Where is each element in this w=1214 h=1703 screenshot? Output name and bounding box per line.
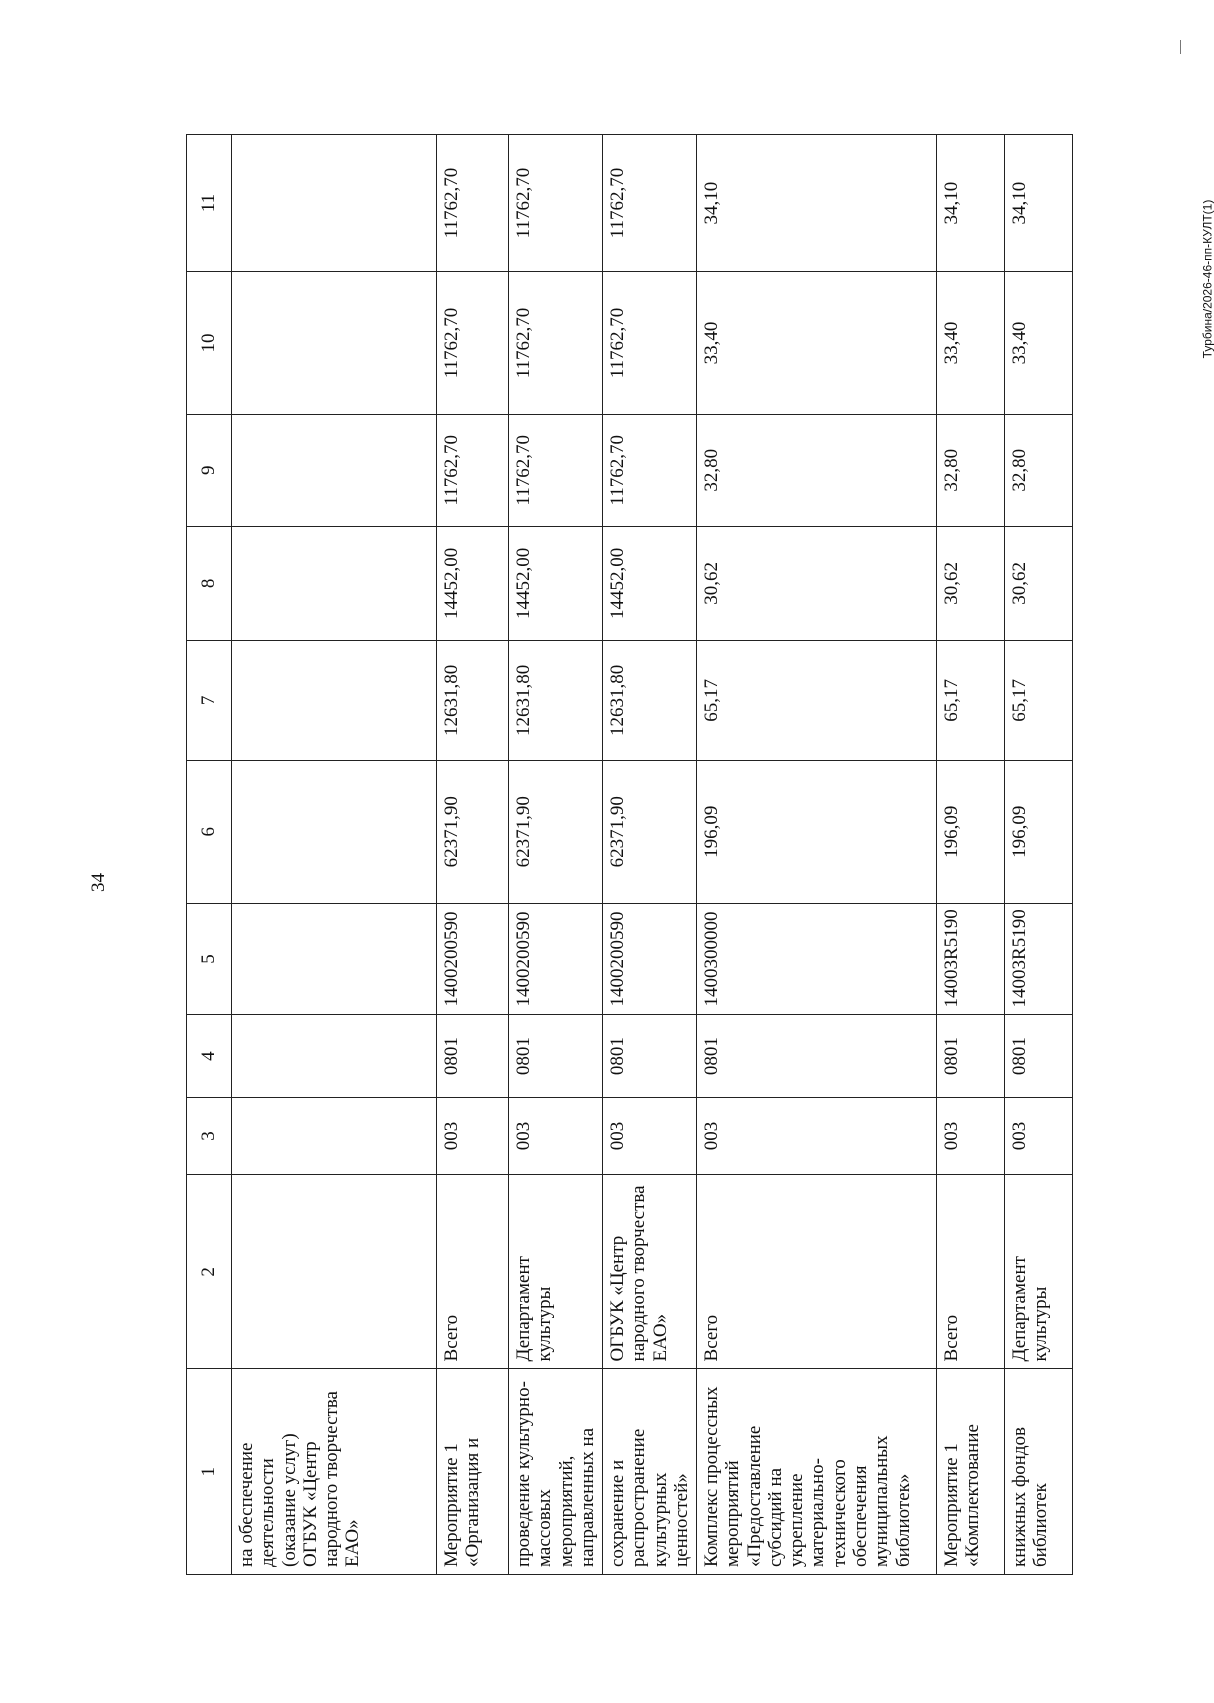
cell-year: 11762,70 — [437, 272, 509, 415]
cell-year — [232, 135, 437, 272]
header-cell: 4 — [187, 1015, 232, 1097]
cell-executor: Всего — [697, 1175, 937, 1369]
cell-target-article: 1400200590 — [437, 903, 509, 1015]
cell-target-article — [232, 903, 437, 1015]
table-row — [509, 135, 603, 1575]
cell-year: 32,80 — [937, 414, 1005, 526]
header-cell: 3 — [187, 1097, 232, 1175]
cell-section: 0801 — [509, 1015, 603, 1097]
cell-executor: Всего — [937, 1175, 1005, 1369]
cell-year: 14452,00 — [603, 526, 697, 640]
cell-year: 30,62 — [937, 526, 1005, 640]
cell-year: 65,17 — [1005, 640, 1073, 760]
cell-executor: Департамент культуры — [509, 1175, 603, 1369]
cell-year: 33,40 — [937, 272, 1005, 415]
header-cell: 9 — [187, 414, 232, 526]
cell-year: 34,10 — [1005, 135, 1073, 272]
header-cell: 8 — [187, 526, 232, 640]
cell-grbs: 003 — [603, 1097, 697, 1175]
cell-year: 14452,00 — [509, 526, 603, 640]
cell-year — [232, 414, 437, 526]
table-row — [937, 135, 1005, 1575]
cell-total: 62371,90 — [603, 760, 697, 903]
cell-year — [232, 640, 437, 760]
cell-event-name: Комплекс процессных мероприятий «Предоставление субсидий на укрепление материально-технического обеспечения муниципальных библиотек» — [697, 1369, 937, 1575]
cell-year: 11762,70 — [603, 414, 697, 526]
cell-section: 0801 — [937, 1015, 1005, 1097]
cell-section: 0801 — [437, 1015, 509, 1097]
header-cell: 1 — [187, 1369, 232, 1575]
header-cell: 5 — [187, 903, 232, 1015]
cell-event-name: книжных фондов библиотек — [1005, 1369, 1073, 1575]
cell-year: 34,10 — [697, 135, 937, 272]
cell-year: 12631,80 — [437, 640, 509, 760]
cell-executor: Всего — [437, 1175, 509, 1369]
cell-year — [232, 526, 437, 640]
header-row — [187, 135, 232, 1575]
cell-target-article: 1400200590 — [603, 903, 697, 1015]
cell-total: 62371,90 — [437, 760, 509, 903]
table-row — [697, 135, 937, 1575]
cell-grbs: 003 — [697, 1097, 937, 1175]
budget-table — [186, 134, 1073, 1575]
cell-year: 34,10 — [937, 135, 1005, 272]
table-row — [603, 135, 697, 1575]
cell-year: 33,40 — [1005, 272, 1073, 415]
cell-grbs: 003 — [509, 1097, 603, 1175]
table-row — [437, 135, 509, 1575]
cell-target-article: 1400300000 — [697, 903, 937, 1015]
cell-executor: ОГБУК «Центр народного творчества ЕАО» — [603, 1175, 697, 1369]
cell-executor: Департамент культуры — [1005, 1175, 1073, 1369]
footer-document-code: Турбина/2026-46-пп-КУЛТ(1) — [1200, 199, 1214, 359]
cell-target-article: 14003R5190 — [1005, 903, 1073, 1015]
cell-target-article: 14003R5190 — [937, 903, 1005, 1015]
cell-event-name: Мероприятие 1 «Организация и — [437, 1369, 509, 1575]
cell-year: 12631,80 — [603, 640, 697, 760]
cell-total: 62371,90 — [509, 760, 603, 903]
cell-event-name: на обеспечение деятельности (оказание услуг) ОГБУК «Центр народного творчества ЕАО» — [232, 1369, 437, 1575]
table-row — [1005, 135, 1073, 1575]
cell-year: 11762,70 — [509, 414, 603, 526]
cell-year: 11762,70 — [509, 135, 603, 272]
table-row — [232, 135, 437, 1575]
cell-year: 11762,70 — [603, 135, 697, 272]
cell-section: 0801 — [697, 1015, 937, 1097]
cell-event-name: Мероприятие 1 «Комплектование — [937, 1369, 1005, 1575]
cell-executor — [232, 1175, 437, 1369]
cell-total: 196,09 — [937, 760, 1005, 903]
cell-grbs: 003 — [937, 1097, 1005, 1175]
cell-year: 33,40 — [697, 272, 937, 415]
header-cell: 7 — [187, 640, 232, 760]
cell-total — [232, 760, 437, 903]
header-cell: 10 — [187, 272, 232, 415]
cell-year: 11762,70 — [437, 135, 509, 272]
scan-mark — [1180, 40, 1181, 54]
cell-section: 0801 — [603, 1015, 697, 1097]
cell-event-name: проведение культурно-массовых мероприятий, направленных на — [509, 1369, 603, 1575]
cell-year: 11762,70 — [437, 414, 509, 526]
cell-year: 11762,70 — [603, 272, 697, 415]
cell-year: 14452,00 — [437, 526, 509, 640]
cell-grbs — [232, 1097, 437, 1175]
header-cell: 2 — [187, 1175, 232, 1369]
cell-section — [232, 1015, 437, 1097]
header-cell: 11 — [187, 135, 232, 272]
cell-total: 196,09 — [697, 760, 937, 903]
cell-grbs: 003 — [437, 1097, 509, 1175]
cell-grbs: 003 — [1005, 1097, 1073, 1175]
cell-year: 32,80 — [1005, 414, 1073, 526]
rotated-table-container — [186, 134, 1052, 1575]
header-cell: 6 — [187, 760, 232, 903]
cell-year: 12631,80 — [509, 640, 603, 760]
cell-year: 65,17 — [697, 640, 937, 760]
cell-year: 32,80 — [697, 414, 937, 526]
cell-target-article: 1400200590 — [509, 903, 603, 1015]
cell-year: 30,62 — [697, 526, 937, 640]
cell-year: 65,17 — [937, 640, 1005, 760]
cell-year: 11762,70 — [509, 272, 603, 415]
cell-year — [232, 272, 437, 415]
cell-total: 196,09 — [1005, 760, 1073, 903]
cell-year: 30,62 — [1005, 526, 1073, 640]
cell-event-name: сохранение и распространение культурных ценностей» — [603, 1369, 697, 1575]
cell-section: 0801 — [1005, 1015, 1073, 1097]
page-number: 34 — [88, 873, 109, 892]
